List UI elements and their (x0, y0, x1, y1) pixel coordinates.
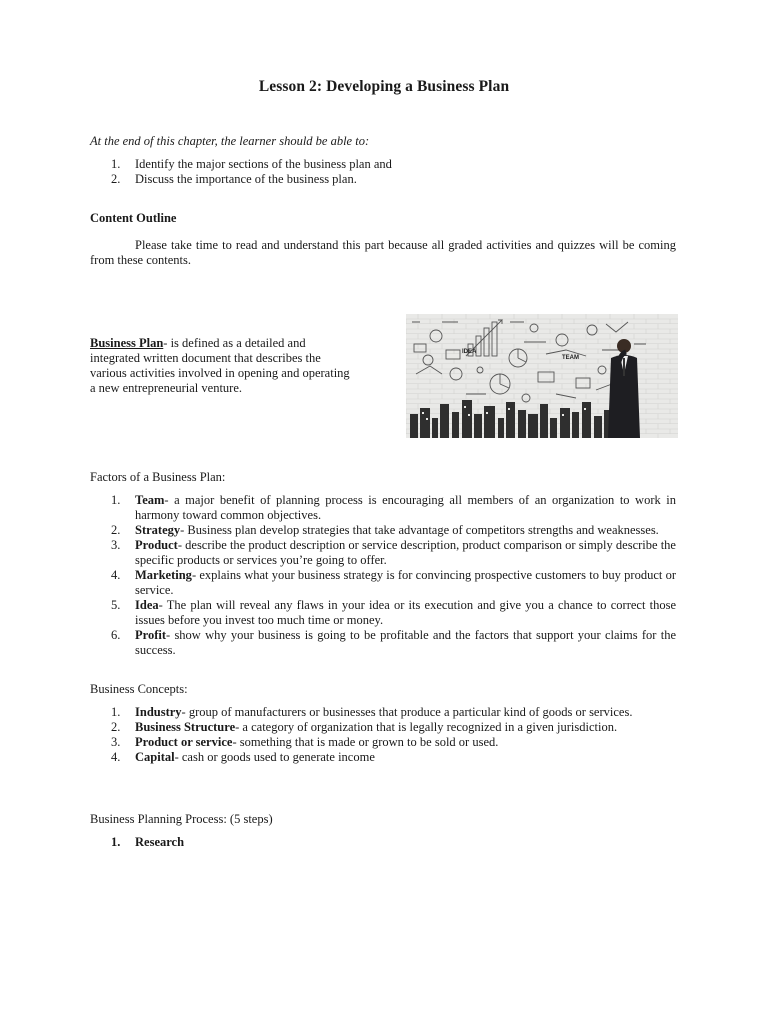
whiteboard-sketch-image (406, 314, 678, 438)
list-number: 1. (111, 835, 121, 849)
concept-text: - a category of organization that is legally recognized in a given jurisdiction. (235, 720, 618, 734)
list-number: 6. (111, 628, 121, 642)
concepts-list (111, 705, 676, 765)
factor-term: Product (135, 538, 178, 552)
factor-text: - show why your business is going to be profitable and the factors that support your claims for the success. (135, 628, 676, 657)
objective-text: Identify the major sections of the business plan and (135, 157, 392, 171)
list-item (111, 538, 676, 568)
list-item (111, 705, 676, 720)
factor-term: Idea (135, 598, 159, 612)
concept-text: - something that is made or grown to be sold or used. (232, 735, 499, 749)
learning-objectives-intro: At the end of this chapter, the learner should be able to: (90, 134, 370, 148)
factor-text: - a major benefit of planning process is encouraging all members of an organization to work in harmony toward common objectives. (135, 493, 676, 522)
list-number: 3. (111, 538, 121, 552)
list-number: 4. (111, 568, 121, 582)
page-title: Lesson 2: Developing a Business Plan (258, 78, 510, 95)
factor-text: - explains what your business strategy is for convincing prospective customers to buy product or service. (135, 568, 676, 597)
team-label: TEAM (562, 355, 579, 361)
concept-term: Capital (135, 750, 175, 764)
planning-steps-list (111, 835, 676, 850)
list-number: 2. (111, 523, 121, 537)
concept-term: Business Structure (135, 720, 236, 734)
factor-term: Marketing (135, 568, 192, 582)
concept-term: Industry (135, 705, 182, 719)
factor-text: - Business plan develop strategies that take advantage of competitors strengths and weaknesses. (180, 523, 659, 537)
list-number: 1. (111, 705, 121, 719)
business-plan-definition-text: - is defined as a detailed and integrated written document that describes the various activities involved in opening and operating a new entrepreneurial venture. (90, 336, 350, 395)
factor-term: Profit (135, 628, 167, 642)
planning-process-heading: Business Planning Process: (5 steps) (90, 812, 273, 826)
list-item (111, 568, 676, 598)
list-item (111, 735, 676, 750)
objective-text: Discuss the importance of the business plan. (135, 172, 357, 186)
business-plan-illustration (406, 314, 678, 438)
content-outline-paragraph: Please take time to read and understand this part because all graded activities and quizzes will be coming from these contents. (90, 238, 676, 267)
factors-heading: Factors of a Business Plan: (90, 470, 226, 484)
concepts-heading: Business Concepts: (90, 682, 188, 696)
list-item (111, 523, 676, 538)
list-item (111, 598, 676, 628)
objective-item (111, 157, 675, 172)
objective-item (111, 172, 675, 187)
list-number: 5. (111, 598, 121, 612)
list-item (111, 628, 676, 658)
list-number: 2. (111, 720, 121, 734)
list-item (111, 835, 676, 850)
factor-term: Team (135, 493, 165, 507)
factor-term: Strategy (135, 523, 181, 537)
list-number: 1. (111, 493, 121, 507)
list-number: 2. (111, 172, 121, 186)
business-plan-term: Business Plan (90, 336, 164, 350)
concept-text: - cash or goods used to generate income (174, 750, 375, 764)
factors-list (111, 493, 676, 658)
step-text: Research (135, 835, 185, 849)
list-number: 4. (111, 750, 121, 764)
idea-label: IDEA (462, 349, 477, 355)
list-number: 1. (111, 157, 121, 171)
list-item (111, 720, 676, 735)
content-outline-heading: Content Outline (90, 211, 177, 225)
list-item (111, 493, 676, 523)
factor-text: - describe the product description or service description, product comparison or simply describe the specific products or services you’re going to offer. (135, 538, 676, 567)
objectives-list (111, 157, 675, 187)
business-plan-definition (90, 336, 352, 396)
concept-term: Product or service (135, 735, 233, 749)
list-item (111, 750, 676, 765)
concept-text: - group of manufacturers or businesses that produce a particular kind of goods or services. (181, 705, 633, 719)
list-number: 3. (111, 735, 121, 749)
factor-text: - The plan will reveal any flaws in your idea or its execution and give you a chance to correct those issues before you invest too much time or money. (135, 598, 676, 627)
